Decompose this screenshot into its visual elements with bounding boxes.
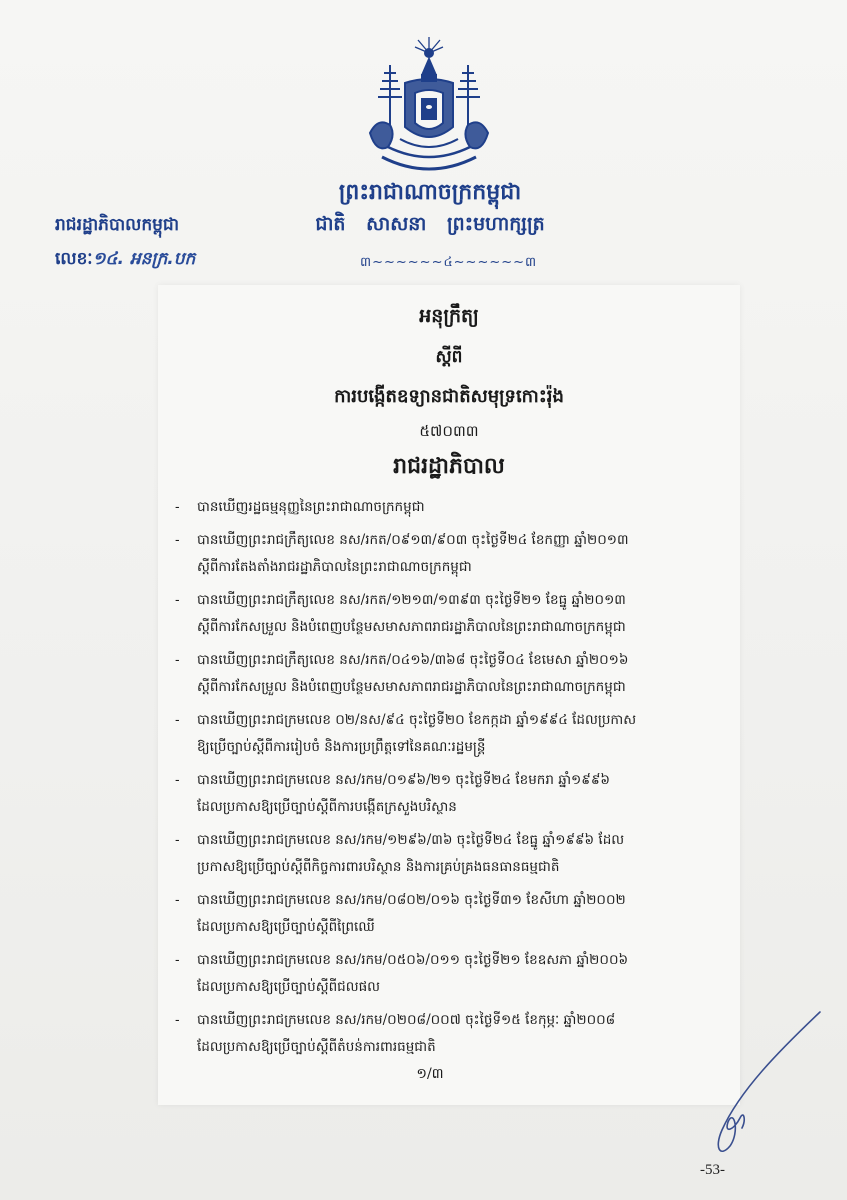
list-item-line: បានឃើញព្រះរាជក្រមលេខ នស/រកម/០៨០២/០១៦ ចុះថ្ងៃទី៣១ ខែសីហា ឆ្នាំ២០០២ (197, 892, 626, 908)
list-item-line: ឱ្យប្រើច្បាប់ស្ដីពីការរៀបចំ និងការប្រព្រឹត្តទៅនៃគណៈរដ្ឋមន្ត្រី (197, 739, 486, 755)
national-motto: ជាតិ សាសនា ព្រះមហាក្សត្រ (315, 213, 545, 235)
royal-coat-of-arms-icon (360, 35, 498, 183)
reference-value: ១៤. អនក្រ.បក (92, 249, 196, 269)
list-item (175, 947, 745, 1001)
list-bullet: - (175, 832, 180, 848)
sheet-number: -53- (700, 1162, 725, 1178)
list-item (175, 887, 745, 941)
list-item-line: ស្ដីពីការកែសម្រួល និងបំពេញបន្ថែមសមាសភាពរាជរដ្ឋាភិបាលនៃព្រះរាជាណាចក្រកម្ពុជា (197, 679, 626, 695)
list-bullet: - (175, 499, 180, 515)
list-item-line: បានឃើញព្រះរាជក្រមលេខ នស/រកម/០២០៨/០០៧ ចុះថ្ងៃទី១៥ ខែកុម្ភៈ ឆ្នាំ២០០៨ (197, 1012, 616, 1028)
list-item (175, 647, 745, 701)
ornament-divider: ៣~~~~~~៤~~~~~~៣ (360, 255, 538, 270)
list-item-line: បានឃើញរដ្ឋធម្មនុញ្ញនៃព្រះរាជាណាចក្រកម្ពុជា (197, 499, 425, 515)
list-item-line: បានឃើញព្រះរាជក្រឹត្យលេខ នស/រកត/១២១៣/១៣៩៣ ចុះថ្ងៃទី២១ ខែធ្នូ ឆ្នាំ២០១៣ (197, 592, 626, 608)
list-item-line: ប្រកាសឱ្យប្រើច្បាប់ស្ដីពីកិច្ចការពារបរិស្ថាន និងការគ្រប់គ្រងធនធានធម្មជាតិ (197, 859, 560, 875)
kingdom-title: ព្រះរាជាណាចក្រកម្ពុជា (338, 179, 522, 205)
list-bullet: - (175, 1012, 180, 1028)
list-item-line: ស្ដីពីការកែសម្រួល និងបំពេញបន្ថែមសមាសភាពរាជរដ្ឋាភិបាលនៃព្រះរាជាណាចក្រកម្ពុជា (197, 619, 626, 635)
government-name: រាជរដ្ឋាភិបាលកម្ពុជា (55, 215, 180, 235)
list-item (175, 527, 745, 581)
list-item-line: ដែលប្រកាសឱ្យប្រើច្បាប់ស្ដីពីព្រៃឈើ (197, 919, 375, 935)
list-bullet: - (175, 652, 180, 668)
list-item (175, 587, 745, 641)
list-bullet: - (175, 952, 180, 968)
page-indicator: ១/៣ (416, 1066, 444, 1082)
list-item-line: បានឃើញព្រះរាជក្រឹត្យលេខ នស/រកត/០៩១៣/៩០៣ ចុះថ្ងៃទី២៤ ខែកញ្ញា ឆ្នាំ២០១៣ (197, 532, 629, 548)
list-item-line: បានឃើញព្រះរាជក្រមលេខ នស/រកម/០១៩៦/២១ ចុះថ្ងៃទី២៤ ខែមករា ឆ្នាំ១៩៩៦ (197, 772, 610, 788)
list-item-line: បានឃើញព្រះរាជក្រឹត្យលេខ នស/រកត/០៤១៦/៣៦៨ ចុះថ្ងៃទី០៤ ខែមេសា ឆ្នាំ២០១៦ (197, 652, 629, 668)
handwritten-signature-icon (700, 1010, 840, 1160)
list-item (175, 767, 745, 821)
list-bullet: - (175, 712, 180, 728)
list-item (175, 494, 745, 521)
issuer-heading: រាជរដ្ឋាភិបាល (393, 453, 505, 479)
list-item-line: ស្ដីពីការតែងតាំងរាជរដ្ឋាភិបាលនៃព្រះរាជាណាចក្រកម្ពុជា (197, 559, 472, 575)
list-bullet: - (175, 592, 180, 608)
list-bullet: - (175, 532, 180, 548)
list-bullet: - (175, 892, 180, 908)
list-item (175, 1007, 745, 1061)
reference-number (55, 248, 195, 273)
subject-label: ស្ដីពី (435, 347, 463, 367)
list-item-line: បានឃើញព្រះរាជក្រមលេខ នស/រកម/០៥០៦/០១១ ចុះថ្ងៃទី២១ ខែឧសភា ឆ្នាំ២០០៦ (197, 952, 629, 968)
list-item-line: បានឃើញព្រះរាជក្រមលេខ ០២/នស/៩៤ ចុះថ្ងៃទី២០ ខែកក្កដា ឆ្នាំ១៩៩៤ ដែលប្រកាស (197, 712, 637, 728)
reference-label: លេខៈ (55, 249, 93, 269)
document-subject: ការបង្កើតឧទ្យានជាតិសមុទ្រកោះរ៉ុង (334, 386, 564, 407)
document-date-code: ៥៧០៣៣ (419, 422, 479, 440)
list-item (175, 707, 745, 761)
list-item-line: ដែលប្រកាសឱ្យប្រើច្បាប់ស្ដីពីការបង្កើតក្រសួងបរិស្ថាន (197, 799, 457, 815)
list-item-line: ដែលប្រកាសឱ្យប្រើច្បាប់ស្ដីពីតំបន់ការពារធម្មជាតិ (197, 1039, 436, 1055)
preamble-list (175, 494, 745, 1067)
list-item-line: ដែលប្រកាសឱ្យប្រើច្បាប់ស្ដីពីជលផល (197, 979, 380, 995)
document-type: អនុក្រឹត្យ (419, 305, 479, 327)
list-item-line: បានឃើញព្រះរាជក្រមលេខ នស/រកម/១២៩៦/៣៦ ចុះថ្ងៃទី២៤ ខែធ្នូ ឆ្នាំ១៩៩៦ ដែល (197, 832, 625, 848)
list-bullet: - (175, 772, 180, 788)
list-item (175, 827, 745, 881)
